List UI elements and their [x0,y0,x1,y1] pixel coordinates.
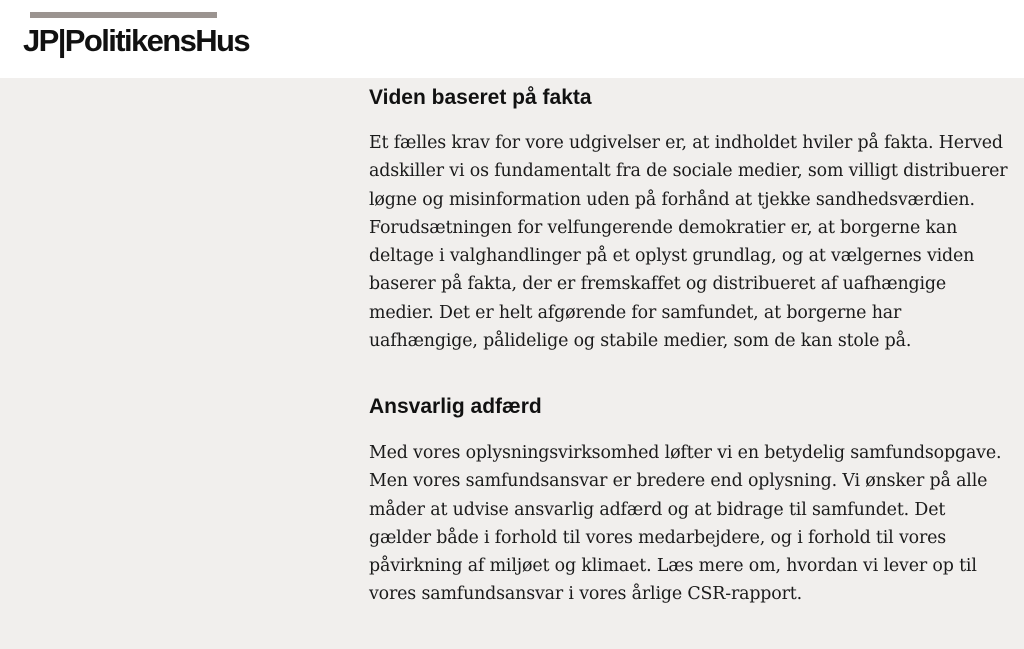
section-heading-facts: Viden baseret på fakta [369,86,592,109]
site-header [0,0,1024,78]
section-heading-responsibility: Ansvarlig adfærd [369,395,542,418]
section-body-facts: Et fælles krav for vore udgivelser er, at indholdet hviler på fakta. Herved adskiller vi os fundamentalt fra de sociale medier, som villigt distribuerer løgne og misinformation uden på forhånd at tjekke sandhedsværdien. Forudsætningen for velfungerende demokratier er, at borgerne kan deltage i valghandlinger på et oplyst grundlag, og at vælgernes viden baserer på fakta, der er fremskaffet og distribueret af uafhængige medier. Det er helt afgørende for samfundet, at borgerne har uafhængige, pålidelige og stabile medier, som de kan stole på. [369,133,1008,352]
site-logo[interactable]: JP|PolitikensHus [23,23,249,58]
section-body-responsibility: Med vores oplysningsvirksomhed løfter vi en betydelig samfundsopgave. Men vores samfundsansvar er bredere end oplysning. Vi ønsker på alle måder at udvise ansvarlig adfærd og at bidrage til samfundet. Det gælder både i forhold til vores medarbejdere, og i forhold til vores påvirkning af miljøet og klimaet. Læs mere om, hvordan vi lever op til vores samfundsansvar i vores årlige CSR-rapport. [369,443,1002,605]
logo-accent-bar [30,12,217,18]
